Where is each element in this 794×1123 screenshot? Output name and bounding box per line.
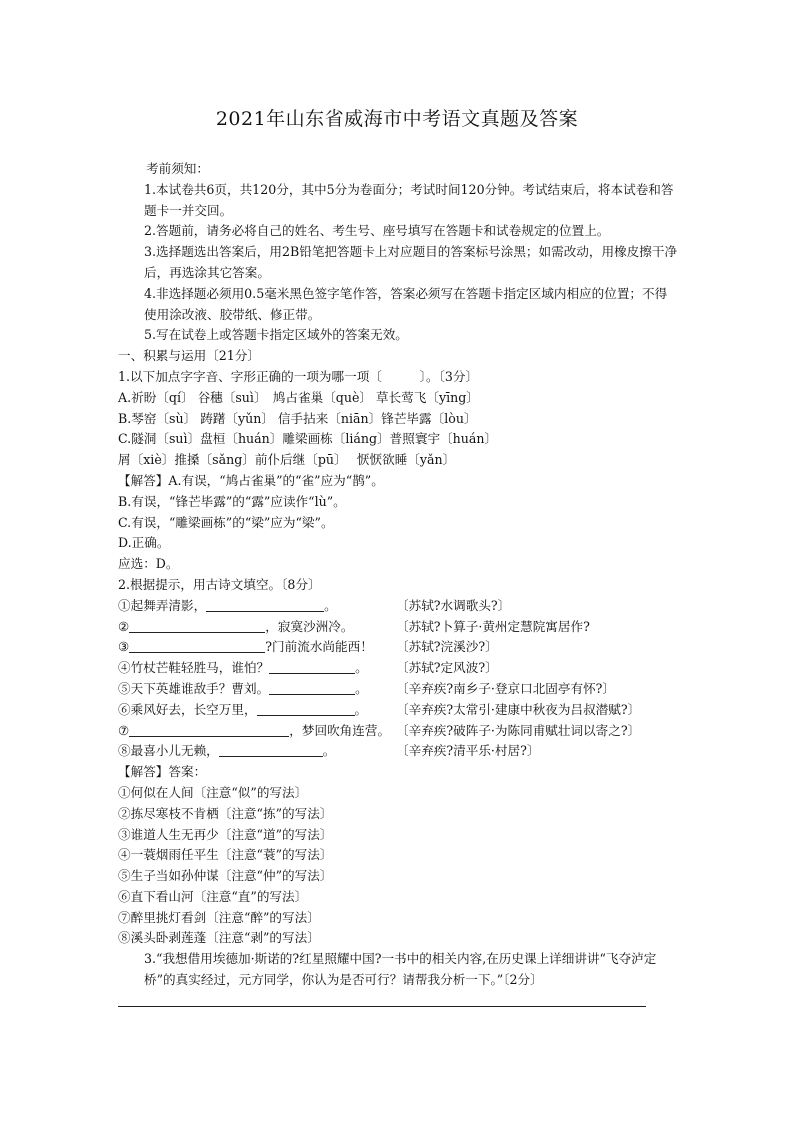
source-citation: 〔苏轼?卜算子·黄州定慧院寓居作?	[396, 618, 590, 634]
fill-blank-row	[118, 617, 678, 638]
blank-prefix: ④竹杖芒鞋轻胜马，谁怕？	[118, 660, 270, 676]
question-option: 屑〔xiè〕推搡〔sǎng〕前仆后继〔pū〕 恹恹欲睡〔yǎn〕	[118, 452, 456, 468]
question-stem: 2.根据提示，用古诗文填空。〔8分〕	[118, 576, 321, 592]
page-title: 2021年山东省威海市中考语文真题及答案	[215, 108, 579, 130]
blank-prefix: ⑦	[118, 722, 130, 738]
answer-line: B.有误，“锋芒毕露”的“露”应读作“lù”。	[118, 493, 346, 509]
question-stem: 3.“我想借用埃德加·斯诺的?红星照耀中国?一书中的相关内容,在历史课上详细讲讲“飞夺泸定桥”的真实经过，元方同学，你认为是否可行？请帮我分析一下。”〔2分〕	[144, 951, 657, 988]
document-body	[118, 159, 678, 991]
blank-suffix: 。	[354, 701, 368, 717]
source-citation: 〔辛弃疾?破阵子·为陈同甫赋壮词以寄之?〕	[396, 722, 641, 738]
notice-item: 5.写在试卷上或答题卡指定区域外的答案无效。	[144, 327, 408, 343]
fill-blank-row	[118, 596, 678, 617]
source-citation: 〔苏轼?水调歌头?〕	[396, 597, 511, 613]
blank-prefix: ①起舞弄清影，	[118, 597, 207, 613]
section-heading: 一、积累与运用〔21分〕	[118, 348, 260, 364]
blank-suffix: 。	[324, 597, 337, 613]
answer-line: ③谁道人生无再少〔注意“道”的写法〕	[118, 826, 333, 842]
answer-line: 应选：D。	[118, 556, 179, 572]
answer-blank[interactable]	[129, 639, 265, 653]
answer-line: ⑦醉里挑灯看剑〔注意“醉”的写法〕	[118, 909, 320, 925]
fill-blank-row	[118, 721, 678, 742]
blank-prefix: ②	[118, 618, 130, 634]
question-option: C.隧洞〔suì〕盘桓〔huán〕雕梁画栋〔liáng〕普照寰宇〔huán〕	[118, 431, 498, 447]
answer-line: ②拣尽寒枝不肯栖〔注意“拣”的写法〕	[118, 805, 333, 821]
fill-blank-row	[118, 658, 678, 679]
question-option: B.琴窑〔sù〕 踌躇〔yǔn〕 信手拈来〔niān〕锋芒毕露〔lòu〕	[118, 410, 477, 426]
fill-blank-row	[118, 679, 678, 700]
answer-blank[interactable]	[269, 660, 355, 674]
answer-label: 【解答】答案：	[118, 764, 207, 780]
fill-blank-row	[118, 700, 678, 721]
blank-prefix: ⑤天下英雄谁敌手？曹刘。	[118, 680, 270, 696]
blank-suffix: 。	[322, 743, 336, 759]
answer-blank[interactable]	[129, 723, 289, 737]
answer-blank[interactable]	[129, 619, 265, 633]
answer-rule-line	[118, 1006, 646, 1007]
question-option: A.祈盼〔qí〕 谷穗〔suì〕 鸠占雀巢〔què〕 草长莺飞〔yīng〕	[118, 389, 479, 405]
answer-line: ①何似在人间〔注意“似”的写法〕	[118, 784, 308, 800]
notice-item: 1.本试卷共6页，共120分，其中5分为卷面分；考试时间120分钟。考试结束后，将本试卷和答题卡一并交回。	[144, 181, 674, 218]
notice-item: 4.非选择题必须用0.5毫米黑色签字笔作答，答案必须写在答题卡指定区域内相应的位置；不得使用涂改液、胶带纸、修正带。	[144, 285, 668, 322]
source-citation: 〔苏轼?浣溪沙?〕	[396, 639, 498, 655]
fill-blank-row	[118, 741, 678, 762]
question-stem: 1.以下加点字字音、字形正确的一项为哪一项〔 〕。〔3分〕	[118, 368, 479, 384]
answer-line: ⑤生子当如孙仲谋〔注意“仲”的写法〕	[118, 868, 333, 884]
notice-item: 2.答题前，请务必将自己的姓名、考生号、座号填写在答题卡和试卷规定的位置上。	[144, 223, 610, 239]
source-citation: 〔辛弃疾?南乡子·登京口北固亭有怀?〕	[396, 680, 616, 696]
answer-line: ⑥直下看山河〔注意“直”的写法〕	[118, 888, 308, 904]
blank-prefix: ⑧最喜小儿无赖，	[118, 743, 219, 759]
notice-item: 3.选择题选出答案后，用2B铅笔把答题卡上对应题目的答案标号涂黑；如需改动，用橡皮擦干净后，再选涂其它答案。	[144, 244, 678, 280]
answer-blank[interactable]	[257, 702, 355, 716]
notice-heading: 考前须知：	[146, 161, 209, 176]
blank-suffix: 。	[355, 680, 368, 696]
fill-blank-row	[118, 637, 678, 658]
answer-line: 【解答】A.有误，“鸠占雀巢”的“雀”应为“鹊”。	[118, 472, 384, 488]
answer-blank[interactable]	[206, 598, 324, 612]
blank-suffix: ，寂寞沙洲冷。	[265, 618, 354, 634]
source-citation: 〔辛弃疾?清平乐·村居?〕	[396, 743, 540, 759]
answer-line: C.有误，“雕梁画栋”的“梁”应为“梁”。	[118, 514, 334, 530]
answer-blank[interactable]	[219, 743, 323, 757]
answer-line: ④一蓑烟雨任平生〔注意“蓑”的写法〕	[118, 847, 333, 863]
blank-prefix: ③	[118, 639, 130, 655]
source-citation: 〔辛弃疾?太常引·建康中秋夜为吕叔潜赋?〕	[396, 701, 641, 717]
blank-suffix: 。	[355, 660, 368, 676]
blank-suffix: ，梦回吹角连营。	[289, 722, 391, 738]
answer-line: D.正确。	[118, 535, 170, 551]
source-citation: 〔苏轼?定风波?〕	[396, 660, 498, 676]
answer-blank[interactable]	[269, 681, 355, 695]
blank-prefix: ⑥乘风好去，长空万里，	[118, 701, 257, 717]
blank-suffix: ?门前流水尚能西！	[265, 639, 373, 655]
answer-line: ⑧溪头卧剥莲蓬〔注意“剥”的写法〕	[118, 930, 320, 946]
